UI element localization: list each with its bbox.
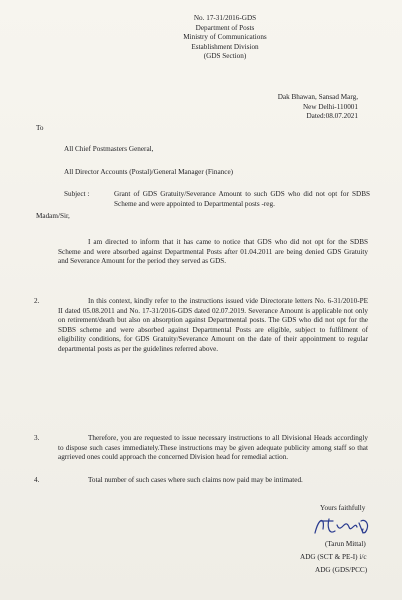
signatory-designation-2: ADG (GDS/PCC) xyxy=(315,566,368,574)
letter-header xyxy=(120,14,330,62)
ministry-name: Ministry of Communications xyxy=(183,33,267,42)
division-name: Establishment Division xyxy=(191,42,259,51)
signatory-name: (Tarun Mittal) xyxy=(325,540,366,548)
recipient-2: All Director Accounts (Postal)/General Manager (Finance) xyxy=(64,168,234,176)
subject-text: Grant of GDS Gratuity/Severance Amount to such GDS who did not opt for SDBS Scheme and were appointed to Departmental posts -reg. xyxy=(114,190,370,208)
handwritten-signature xyxy=(311,513,373,539)
sender-address xyxy=(250,93,358,122)
address-line-1: Dak Bhawan, Sansad Marg, xyxy=(277,93,358,101)
department-name: Department of Posts xyxy=(195,23,255,32)
paragraph-2: In this context, kindly refer to the instructions issued vide Directorate letters No. 6-31/2010-PE II dated 05.08.2011 and No. 17-31/2016-GDS dated 02.07.2019. Severance Amount is applicable not only on retirement/death but also on absorption against Departmental posts. The GDS who did not opt for the SDBS scheme and were absorbed against Departmental Posts are eligible, subject to fulfilment of eligibility conditions, for GDS Gratuity/Severance Amount on the date of their appointment to regular departmental posts as per the guidelines referred above. xyxy=(58,297,368,353)
paragraph-3-number: 3. xyxy=(34,434,40,442)
salutation: Madam/Sir, xyxy=(36,212,70,220)
letter-date: Dated:08.07.2021 xyxy=(306,112,358,121)
paragraph-4-number: 4. xyxy=(34,476,40,484)
paragraph-1: I am directed to inform that it has came to notice that GDS who did not opt for the SDBS Scheme and were absorbed against Departmental Posts after 01.04.2011 are being denied GDS Gratuity and Severance Amount for the period they served as GDS. xyxy=(58,238,368,266)
subject-label: Subject : xyxy=(64,190,90,198)
section-name: (GDS Section) xyxy=(203,52,247,61)
reference-number: No. 17-31/2016-GDS xyxy=(193,14,257,22)
paragraph-3: Therefore, you are requested to issue necessary instructions to all Divisional Heads accordingly to dispose such cases immediately.These instructions may be given adequate publicity among staff so that agrrieved ones could approach the concerned Division head for remedial action. xyxy=(58,434,368,462)
address-line-2: New Delhi-110001 xyxy=(302,102,358,111)
recipient-1: All Chief Postmasters General, xyxy=(64,145,154,153)
signatory-designation-1: ADG (SCT & PE-I) i/c xyxy=(300,553,367,561)
paragraph-2-number: 2. xyxy=(34,297,40,305)
closing: Yours faithfully xyxy=(320,504,366,512)
paragraph-4: Total number of such cases where such claims now paid may be intimated. xyxy=(88,476,303,484)
to-label: To xyxy=(36,124,44,132)
